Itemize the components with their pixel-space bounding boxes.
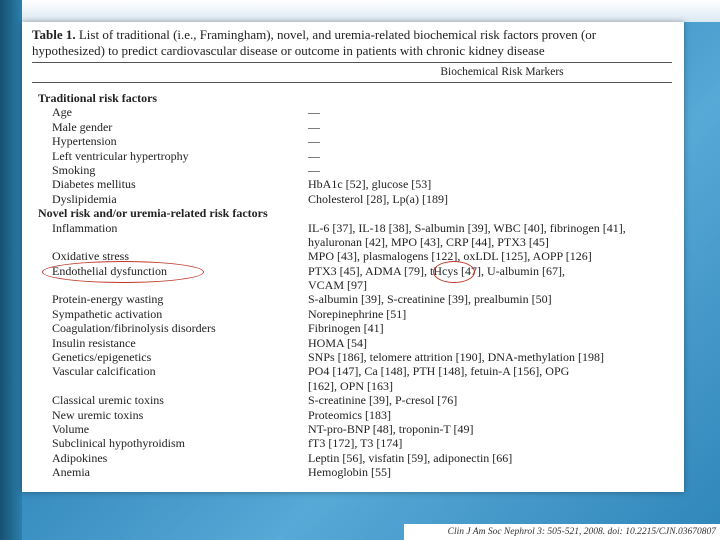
table-row <box>38 408 674 422</box>
biomarker-cell: HOMA [54] <box>308 335 367 350</box>
table-body <box>38 91 674 480</box>
table-slide <box>22 22 684 492</box>
risk-factor-label: Diabetes mellitus <box>52 177 136 192</box>
slide-left-band <box>0 0 22 540</box>
biomarker-cell: — <box>308 134 320 149</box>
table-row <box>38 451 674 465</box>
biomarker-cell: [162], OPN [163] <box>308 378 393 393</box>
table-row <box>38 422 674 436</box>
risk-factor-label: Smoking <box>52 162 96 177</box>
table-row <box>38 465 674 479</box>
biomarker-cell: PTX3 [45], ADMA [79], tHcys [47], U-albumin [67], <box>308 263 565 278</box>
risk-factor-label: Dyslipidemia <box>52 191 117 206</box>
highlight-ellipse-thcys <box>433 261 475 283</box>
table-row <box>38 221 674 235</box>
slide-top-band <box>0 0 720 22</box>
table-row <box>38 91 674 105</box>
risk-factor-label: Male gender <box>52 119 113 134</box>
biomarker-cell: S-albumin [39], S-creatinine [39], prealbumin [50] <box>308 292 552 307</box>
risk-factor-label: New uremic toxins <box>52 407 144 422</box>
risk-factor-label: Classical uremic toxins <box>52 393 164 408</box>
table-row <box>38 350 674 364</box>
risk-factor-label: Anemia <box>52 465 90 480</box>
risk-factor-label: Left ventricular hypertrophy <box>52 148 189 163</box>
top-rule <box>32 62 672 63</box>
table-row <box>38 379 674 393</box>
biomarker-cell: HbA1c [52], glucose [53] <box>308 177 432 192</box>
table-row <box>38 393 674 407</box>
table-caption <box>32 27 672 59</box>
header-rule <box>32 82 672 83</box>
table-row <box>38 192 674 206</box>
table-row <box>38 235 674 249</box>
highlight-ellipse-endothelial <box>42 261 204 283</box>
risk-factor-label: Sympathetic activation <box>52 306 163 321</box>
risk-factor-label: Inflammation <box>52 220 118 235</box>
table-row <box>38 206 674 220</box>
table-row <box>38 364 674 378</box>
table-row <box>38 336 674 350</box>
biomarker-cell: VCAM [97] <box>308 278 367 293</box>
biomarker-cell: Cholesterol [28], Lp(a) [189] <box>308 191 448 206</box>
biomarker-cell: Hemoglobin [55] <box>308 465 391 480</box>
biomarker-cell: Proteomics [183] <box>308 407 391 422</box>
risk-factor-label: Insulin resistance <box>52 335 136 350</box>
table-row <box>38 163 674 177</box>
biomarker-cell: MPO [43], plasmalogens [122], oxLDL [125], AOPP [126] <box>308 249 592 264</box>
risk-factor-label: Vascular calcification <box>52 364 156 379</box>
table-row <box>38 307 674 321</box>
biomarker-cell: — <box>308 148 320 163</box>
biomarker-cell: — <box>308 105 320 120</box>
risk-factor-label: Genetics/epigenetics <box>52 350 152 365</box>
caption-text: List of traditional (i.e., Framingham), novel, and uremia-related biochemical risk factors proven (or hypothesized) to predict cardiovascular disease or outcome in patients with chronic kidney disease <box>32 27 597 58</box>
biomarker-cell: PO4 [147], Ca [148], PTH [148], fetuin-A [156], OPG <box>308 364 570 379</box>
risk-factor-label: Hypertension <box>52 134 117 149</box>
biomarker-cell: IL-6 [37], IL-18 [38], S-albumin [39], WBC [40], fibrinogen [41], <box>308 220 626 235</box>
risk-factor-label: Coagulation/fibrinolysis disorders <box>52 321 216 336</box>
risk-factor-label: Adipokines <box>52 450 108 465</box>
table-row <box>38 134 674 148</box>
table-row <box>38 321 674 335</box>
table-row <box>38 149 674 163</box>
biomarker-cell: hyaluronan [42], MPO [43], CRP [44], PTX3 [45] <box>308 234 549 249</box>
risk-factor-label: Traditional risk factors <box>38 91 158 105</box>
biomarker-cell: fT3 [172], T3 [174] <box>308 436 403 451</box>
risk-factor-label: Age <box>52 105 72 120</box>
biomarker-cell: NT-pro-BNP [48], troponin-T [49] <box>308 421 474 436</box>
table-row <box>38 292 674 306</box>
table-row <box>38 120 674 134</box>
table-label: Table 1. <box>32 27 76 42</box>
biomarker-cell: SNPs [186], telomere attrition [190], DNA-methylation [198] <box>308 350 604 365</box>
biomarker-cell: Fibrinogen [41] <box>308 321 384 336</box>
biomarker-cell: — <box>308 119 320 134</box>
table-row <box>38 436 674 450</box>
biomarker-cell: Leptin [56], visfatin [59], adiponectin [66] <box>308 450 513 465</box>
table-row <box>38 105 674 119</box>
biomarker-cell: Norepinephrine [51] <box>308 306 407 321</box>
risk-factor-label: Endothelial dysfunction <box>52 263 167 278</box>
biomarker-cell: S-creatinine [39], P-cresol [76] <box>308 393 458 408</box>
biomarker-cell: — <box>308 162 320 177</box>
column-header: Biochemical Risk Markers <box>440 66 564 78</box>
risk-factor-label: Volume <box>52 421 90 436</box>
risk-factor-label: Protein-energy wasting <box>52 292 164 307</box>
risk-factor-label: Novel risk and/or uremia-related risk factors <box>38 206 268 221</box>
risk-factor-label: Subclinical hypothyroidism <box>52 436 185 451</box>
risk-factor-label: Oxidative stress <box>52 249 129 264</box>
source-citation: Clin J Am Soc Nephrol 3: 505-521, 2008. doi: 10.2215/CJN.03670807 <box>404 524 720 540</box>
table-row <box>38 177 674 191</box>
